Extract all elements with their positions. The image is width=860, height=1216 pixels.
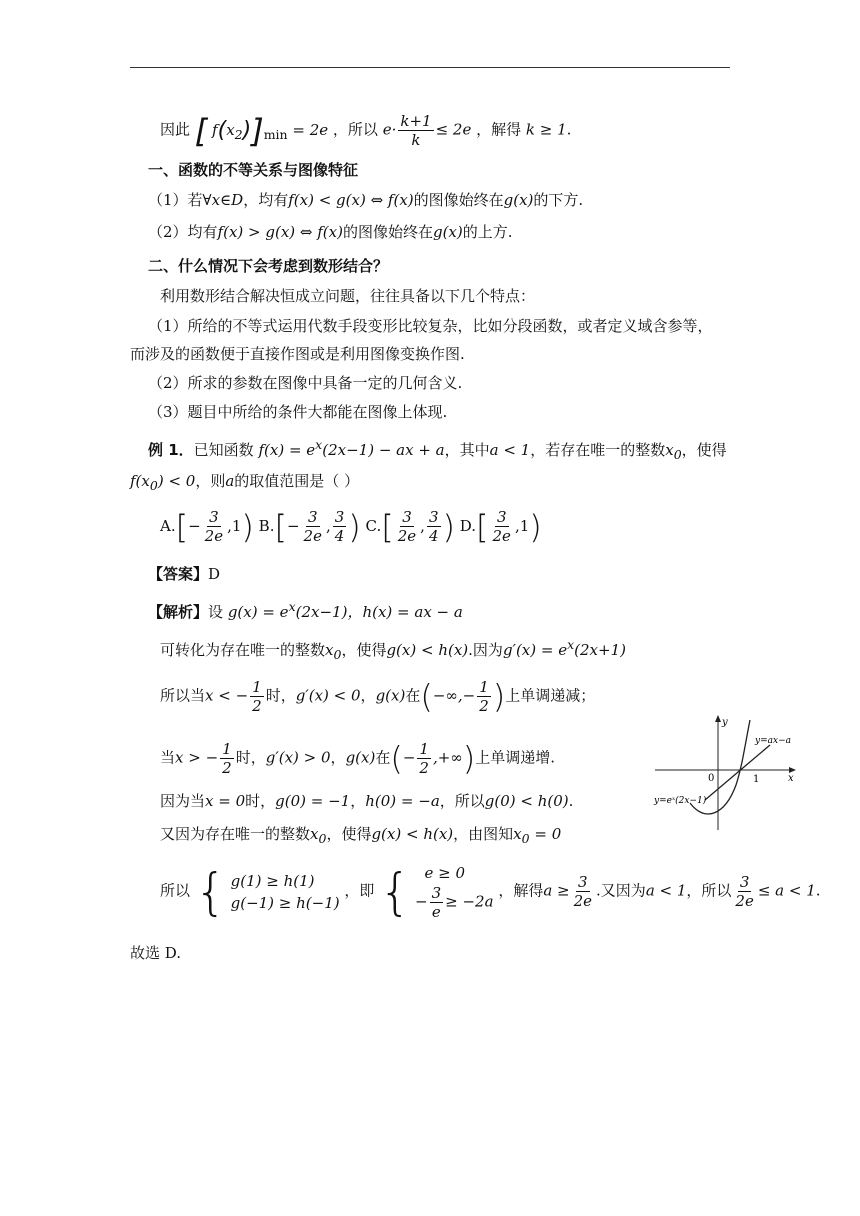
tick-one-label: 1 xyxy=(753,774,760,785)
solution-line-6: 又因为存在唯一的整数$x_0$，使得g(x) < h(x)，由图知$x_0 = 0$ xyxy=(160,825,562,846)
line-conclusion: 因此 [ $f(x_2)]_{min} = 2e$ ，所以 e· $\frac{k+1}{k}$ ≤ 2e ，解得 k ≥ 1. xyxy=(160,111,572,150)
answer-line: 【答案】D xyxy=(148,565,221,583)
solution-line-2: 可转化为存在唯一的整数$x_0$，使得g(x) < h(x).因为$g'(x) = e^x(2x+1)$ xyxy=(160,637,626,662)
line-h xyxy=(705,745,770,800)
curve-label: y=eˣ(2x−1) xyxy=(654,796,707,806)
option-d: D.[ $\frac{3}{2e}$ ,1) xyxy=(459,507,542,546)
paragraph-5: 而涉及的函数便于直接作图或是利用图像变换作图. xyxy=(130,345,465,363)
x-axis-label: x xyxy=(788,773,794,784)
header-rule xyxy=(130,67,730,68)
solution-line-7: 所以 { g(1) ≥ h(1) g(−1) ≥ h(−1) ，即 { e ≥ 0 − $\frac{3}{e}$ ≥ −2a ，解得a ≥ $\frac{3}{2e}$ .又因为a < 1，所以 $\frac{3}{2e}$ ≤ a < 1. xyxy=(160,862,821,921)
answer-options xyxy=(160,508,770,545)
solution-line-3: 所以当x < − $\frac{1}{2}$ 时，g′(x) < 0，g(x)在(−∞,− $\frac{1}{2}$ )上单调递减； xyxy=(160,677,596,716)
option-b: B.[− $\frac{3}{2e}$ , $\frac{3}{4}$ ) xyxy=(258,507,361,546)
option-c: C.[ $\frac{3}{2e}$ , $\frac{3}{4}$ ) xyxy=(365,507,455,546)
option-a: A.[− $\frac{3}{2e}$ ,1) xyxy=(160,507,254,546)
conclusion-line: 故选 D. xyxy=(130,944,182,962)
paragraph-1: （1）若∀x∈D，均有f(x) < g(x) ⇔ f(x)的图像始终在g(x)的下方. xyxy=(148,191,584,209)
example-line-2: $f(x_0) < 0$，则a的取值范围是（ ） xyxy=(130,472,360,493)
paragraph-2: （2）均有f(x) > g(x) ⇔ f(x)的图像始终在g(x)的上方. xyxy=(148,223,513,241)
line-label: y=ax−a xyxy=(755,736,791,746)
paragraph-4: （1）所给的不等式运用代数手段变形比较复杂，比如分段函数，或者定义域含参等， xyxy=(148,317,713,335)
y-axis-arrow xyxy=(715,715,721,722)
paragraph-6: （2）所求的参数在图像中具备一定的几何含义. xyxy=(148,374,463,392)
solution-line-4: 当x > − $\frac{1}{2}$ 时，g′(x) > 0，g(x)在(− $\frac{1}{2}$ ,+∞)上单调递增. xyxy=(160,739,556,778)
solution-line-5: 因为当x = 0时，g(0) = −1，h(0) = −a，所以g(0) < h(0). xyxy=(160,792,574,810)
paragraph-3: 利用数形结合解决恒成立问题，往往具备以下几个特点： xyxy=(160,287,536,305)
paragraph-7: （3）题目中所给的条件大都能在图像上体现. xyxy=(148,403,448,421)
origin-label: 0 xyxy=(708,773,715,784)
section-heading-2: 二、什么情况下会考虑到数形结合？ xyxy=(148,257,389,275)
example-line-1: 例 1．已知函数 $f(x) = e^x(2x-1)$ − ax + a，其中a < 1，若存在唯一的整数$x_0$，使得 xyxy=(148,437,727,462)
section-heading-1: 一、函数的不等关系与图像特征 xyxy=(148,161,359,179)
function-graph xyxy=(650,715,800,835)
y-axis-label: y xyxy=(722,717,728,728)
solution-line-1: 【解析】设 $g(x) = e^x(2x-1)$，h(x) = ax − a xyxy=(148,599,463,621)
